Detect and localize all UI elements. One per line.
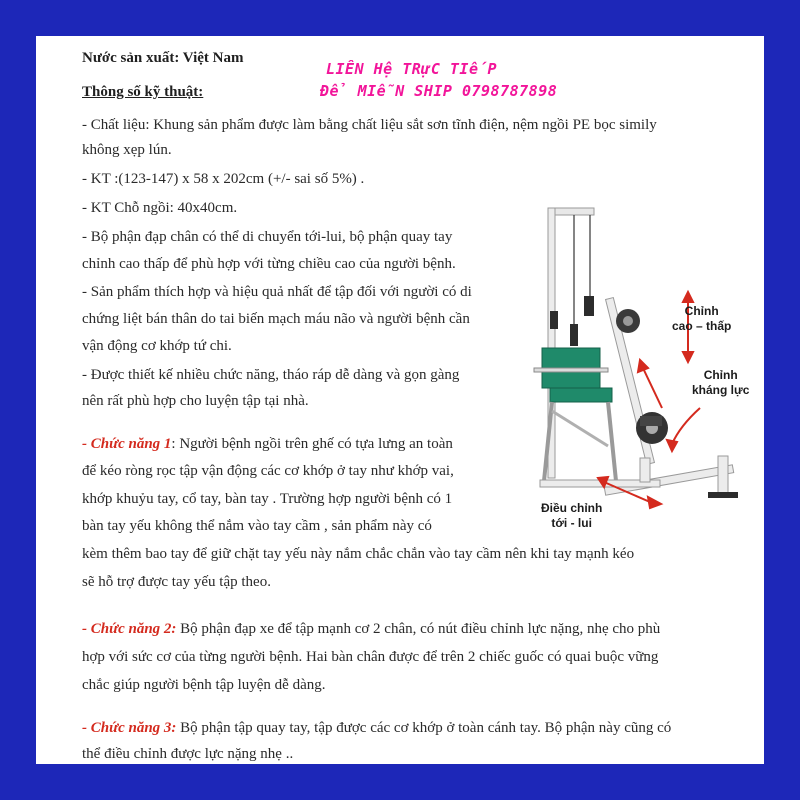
spec-line: - Bộ phận đạp chân có thể di chuyển tới-lui, bộ phận quay tay xyxy=(82,229,453,245)
spec-line: nên rất phù hợp cho luyện tập tại nhà. xyxy=(82,393,309,409)
document-page xyxy=(36,36,764,764)
function-1-line: kèm thêm bao tay để giữ chặt tay yếu này nắm chắc chắn vào tay cầm nên khi tay mạnh kéo xyxy=(82,546,635,562)
promo-line-1: LIÊN Hệ TRựC TIếP xyxy=(326,60,498,78)
function-1-label: - Chức năng 1 xyxy=(82,436,172,452)
function-1-line: để kéo ròng rọc tập vận động các cơ khớp ở tay như khớp vai, xyxy=(82,463,454,479)
spec-line: - Chất liệu: Khung sản phẩm được làm bằng chất liệu sắt sơn tĩnh điện, nệm ngồi PE bọc simily xyxy=(82,117,657,133)
function-1-line: khớp khuỷu tay, cổ tay, bàn tay . Trường hợp người bệnh có 1 xyxy=(82,491,453,507)
function-2-line: - Chức năng 2: Bộ phận đạp xe để tập mạnh cơ 2 chân, có nút điều chỉnh lực nặng, nhẹ cho phù xyxy=(82,621,661,637)
function-3-label: - Chức năng 3: xyxy=(82,720,177,736)
annotation-forward-back: Điều chỉnh tới - lui xyxy=(541,501,603,530)
spec-line: chứng liệt bán thân do tai biến mạch máu não và người bệnh cần xyxy=(82,311,470,327)
function-1-line: - Chức năng 1: Người bệnh ngồi trên ghế có tựa lưng an toàn xyxy=(82,436,453,452)
rehab-exercise-machine-image xyxy=(504,196,754,516)
function-2-line: hợp với sức cơ của từng người bệnh. Hai bàn chân được để trên 2 chiếc guốc có quai buộc vững xyxy=(82,649,659,665)
annotation-height-adjust: Chỉnh cao – thấp xyxy=(672,304,732,333)
function-3-line: - Chức năng 3: Bộ phận tập quay tay, tập được các cơ khớp ở toàn cánh tay. Bộ phận này cũng có xyxy=(82,720,672,736)
spec-line: - Được thiết kế nhiều chức năng, tháo ráp dễ dàng và gọn gàng xyxy=(82,367,460,383)
function-2-label: - Chức năng 2: xyxy=(82,621,177,637)
spec-line: vận động cơ khớp tứ chi. xyxy=(82,338,232,354)
promo-line-2: Để MIễN SHIP 0798787898 xyxy=(320,82,558,100)
spec-line: - KT Chỗ ngồi: 40x40cm. xyxy=(82,200,238,216)
function-3-line: thể điều chỉnh được lực nặng nhẹ .. xyxy=(82,746,294,762)
spec-line: không xẹp lún. xyxy=(82,142,172,158)
spec-line: chỉnh cao thấp để phù hợp với từng chiều cao của người bệnh. xyxy=(82,256,456,272)
spec-heading: Thông số kỹ thuật: xyxy=(82,84,204,100)
function-1-line: bàn tay yếu không thể nắm vào tay cầm , sản phẩm này có xyxy=(82,518,432,534)
annotation-resistance: Chỉnh kháng lực xyxy=(692,368,750,397)
function-2-line: chắc giúp người bệnh tập luyện dễ dàng. xyxy=(82,677,326,693)
spec-line: - Sản phẩm thích hợp và hiệu quả nhất để tập đối với người có di xyxy=(82,284,472,300)
function-1-line: sẽ hỗ trợ được tay yếu tập theo. xyxy=(82,574,271,590)
origin-line: Nước sản xuất: Việt Nam xyxy=(82,50,244,66)
spec-line: - KT :(123-147) x 58 x 202cm (+/- sai số 5%) . xyxy=(82,171,365,187)
